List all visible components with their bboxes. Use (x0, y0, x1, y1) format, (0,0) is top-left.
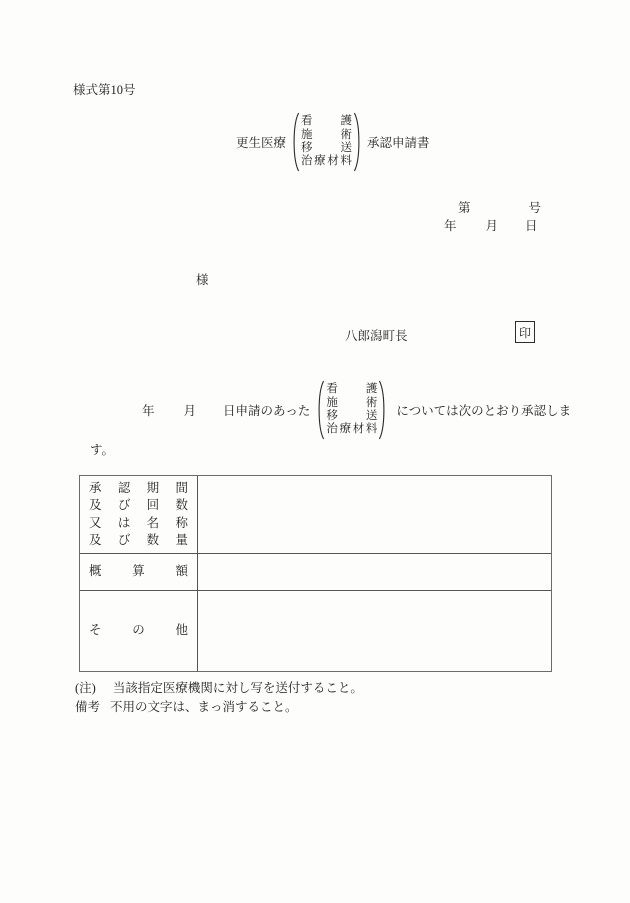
bracket-right-paren (353, 112, 362, 172)
bracket-item: 施 術 (326, 396, 378, 409)
body-month: 月 (183, 404, 197, 418)
note-line-1 (75, 678, 363, 696)
note-label: (注) (75, 681, 96, 695)
date-line (444, 216, 538, 234)
row-header-approval-period (80, 476, 198, 553)
value-cell-estimated-amount (198, 554, 551, 590)
title-bracket-items (301, 115, 352, 169)
note-line-2 (75, 697, 298, 715)
bracket-item: 看 護 (326, 383, 378, 396)
header-line: 概 算 額 (89, 564, 188, 579)
title-prefix: 更生医療 (236, 136, 287, 150)
bracket-item: 移 送 (326, 410, 378, 422)
date-month: 月 (485, 219, 499, 233)
bracket-left-paren (316, 380, 325, 440)
table-row (80, 591, 551, 671)
table-row (80, 476, 551, 554)
row-header-estimated-amount (80, 554, 198, 590)
bracket-item: 治療材料 (301, 155, 353, 168)
bracket-left-paren (291, 112, 300, 172)
row-header-other (80, 591, 198, 671)
issuer-name: 八郎潟町長 (345, 329, 408, 343)
table-row (80, 554, 551, 591)
note-label: 備考 (75, 700, 101, 714)
addressee-suffix: 様 (196, 273, 209, 287)
seal-character: 印 (518, 325, 531, 340)
value-cell-other (198, 591, 551, 671)
bracket-item: 看 護 (301, 115, 353, 128)
bracket-item: 施 術 (301, 128, 353, 141)
header-line: 及 び 数 量 (89, 532, 188, 547)
title-bracket (291, 112, 362, 172)
body-wrap-tail: す。 (90, 443, 115, 457)
body-day-phrase: 日申請のあった (223, 404, 311, 418)
body-year: 年 (142, 404, 155, 418)
value-cell-approval-period (198, 476, 551, 553)
doc-number-go: 号 (528, 201, 542, 215)
bracket-item: 治療材料 (326, 423, 378, 436)
body-bracket-items (326, 383, 377, 437)
bracket-item: 移 送 (301, 142, 353, 154)
header-line: 及 び 回 数 (89, 498, 188, 513)
seal-mark (515, 321, 535, 343)
body-bracket (316, 380, 387, 440)
header-line: 又 は 名 称 (89, 515, 188, 530)
note-text: 当該指定医療機関に対し写を送付すること。 (112, 681, 363, 695)
date-year: 年 (444, 219, 457, 233)
form-number: 様式第10号 (73, 83, 136, 97)
doc-number-line (458, 198, 541, 216)
title-suffix: 承認申請書 (367, 136, 430, 150)
header-line: 承 認 期 間 (89, 480, 188, 495)
form-title (236, 110, 430, 174)
approval-table (79, 475, 552, 672)
date-day: 日 (525, 219, 538, 233)
note-text: 不用の文字は、まっ消すること。 (110, 700, 298, 714)
doc-number-dai: 第 (458, 201, 471, 215)
header-line: そ の 他 (89, 623, 188, 638)
bracket-right-paren (378, 380, 387, 440)
body-after-bracket: については次のとおり承認しま (396, 404, 572, 418)
body-paragraph (142, 378, 571, 442)
